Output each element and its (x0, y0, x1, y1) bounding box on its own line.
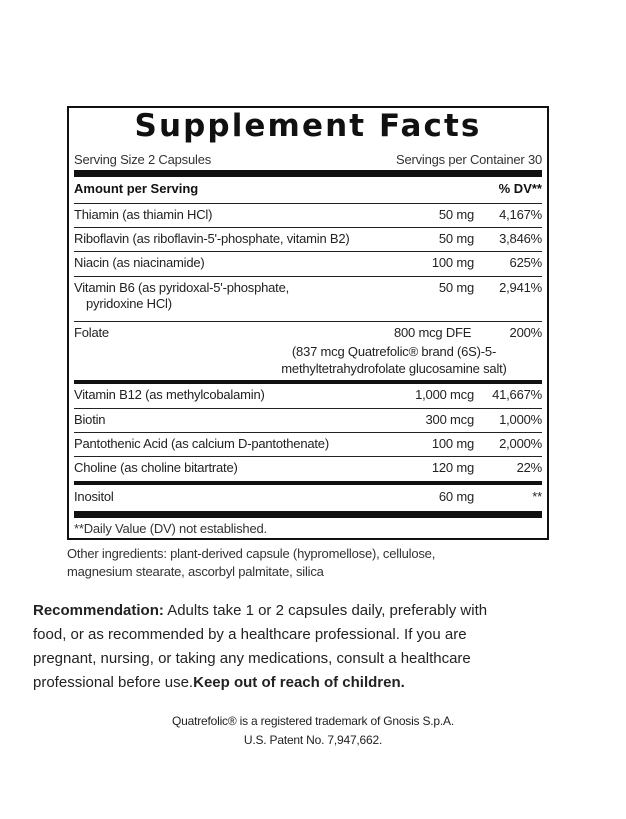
nutrient-dv: 3,846% (499, 231, 542, 246)
nutrient-amount: 300 mcg (425, 412, 474, 427)
thick-divider (74, 511, 542, 518)
nutrient-name: Folate (74, 325, 109, 340)
other-ingredients-line1: Other ingredients: plant-derived capsule (hypromellose), cellulose, (67, 546, 436, 561)
nutrient-dv: ** (532, 489, 542, 504)
panel-title: Supplement Facts (134, 108, 482, 144)
nutrient-name: Riboflavin (as riboflavin-5'-phosphate, vitamin B2) (74, 231, 350, 246)
dv-footnote: **Daily Value (DV) not established. (74, 521, 267, 536)
nutrient-name-line1: Vitamin B6 (as pyridoxal-5'-phosphate, (74, 280, 290, 295)
nutrient-row (74, 456, 542, 480)
other-ingredients-line2: magnesium stearate, ascorbyl palmitate, silica (67, 564, 324, 579)
dv-header: % DV** (498, 181, 542, 196)
recommendation (33, 599, 603, 695)
nutrient-name: Thiamin (as thiamin HCl) (74, 207, 213, 222)
nutrient-name-line2: pyridoxine HCl) (86, 296, 172, 311)
folate-source-note (234, 343, 554, 377)
amount-header (74, 178, 542, 198)
recommendation-line3: pregnant, nursing, or taking any medications, consult a healthcare (33, 650, 471, 667)
nutrient-dv: 2,941% (499, 280, 542, 295)
nutrient-dv: 2,000% (499, 436, 542, 451)
nutrient-name: Inositol (74, 489, 114, 504)
nutrient-row (74, 203, 542, 227)
nutrient-name: Vitamin B12 (as methylcobalamin) (74, 387, 265, 402)
nutrient-amount: 50 mg (438, 207, 474, 222)
serving-size: Serving Size 2 Capsules (74, 152, 212, 167)
nutrient-name (74, 280, 289, 312)
nutrient-name: Niacin (as niacinamide) (74, 255, 205, 270)
nutrient-amount: 120 mg (431, 460, 474, 475)
recommendation-label: Recommendation: (33, 602, 164, 619)
nutrient-row (74, 276, 542, 321)
nutrient-amount: 100 mg (431, 436, 474, 451)
trademark-notice (0, 712, 626, 750)
nutrient-amount: 100 mg (431, 255, 474, 270)
nutrient-row (74, 251, 542, 275)
trademark-line1: Quatrefolic® is a registered trademark of Gnosis S.p.A. (172, 714, 454, 728)
nutrient-amount: 50 mg (438, 280, 474, 295)
nutrient-row (74, 227, 542, 251)
nutrient-dv: 4,167% (499, 207, 542, 222)
thick-divider (74, 170, 542, 177)
nutrient-row (74, 486, 542, 510)
patent-line: U.S. Patent No. 7,947,662. (243, 733, 383, 747)
nutrient-dv: 1,000% (499, 412, 542, 427)
nutrient-name: Choline (as choline bitartrate) (74, 460, 238, 475)
nutrient-amount: 1,000 mcg (415, 387, 474, 402)
recommendation-line1: Adults take 1 or 2 capsules daily, preferably with (163, 602, 488, 619)
nutrient-dv: 625% (509, 255, 542, 270)
other-ingredients (67, 545, 547, 581)
folate-note-line1: (837 mcg Quatrefolic® brand (6S)-5- (291, 344, 497, 359)
child-warning: Keep out of reach of children. (193, 674, 405, 691)
nutrient-row (74, 384, 542, 407)
nutrient-row (74, 408, 542, 432)
supplement-facts-panel (67, 106, 549, 540)
nutrient-dv: 22% (516, 460, 542, 475)
amount-per-serving-label: Amount per Serving (74, 181, 199, 196)
nutrient-row (74, 432, 542, 456)
nutrient-name: Biotin (74, 412, 106, 427)
nutrient-dv: 200% (509, 325, 542, 340)
nutrient-name: Pantothenic Acid (as calcium D-pantothenate) (74, 436, 329, 451)
recommendation-line2: food, or as recommended by a healthcare professional. If you are (33, 626, 467, 643)
medium-divider (74, 481, 542, 485)
serving-info (74, 150, 542, 170)
recommendation-line4: professional before use. (33, 674, 194, 691)
nutrient-amount: 60 mg (438, 489, 474, 504)
nutrient-row (74, 321, 542, 382)
servings-per-container: Servings per Container 30 (395, 152, 542, 167)
nutrient-amount: 800 mcg DFE (394, 325, 472, 340)
folate-note-line2: methyltetrahydrofolate glucosamine salt) (281, 361, 507, 376)
nutrient-amount: 50 mg (438, 231, 474, 246)
nutrient-dv: 41,667% (492, 387, 542, 402)
